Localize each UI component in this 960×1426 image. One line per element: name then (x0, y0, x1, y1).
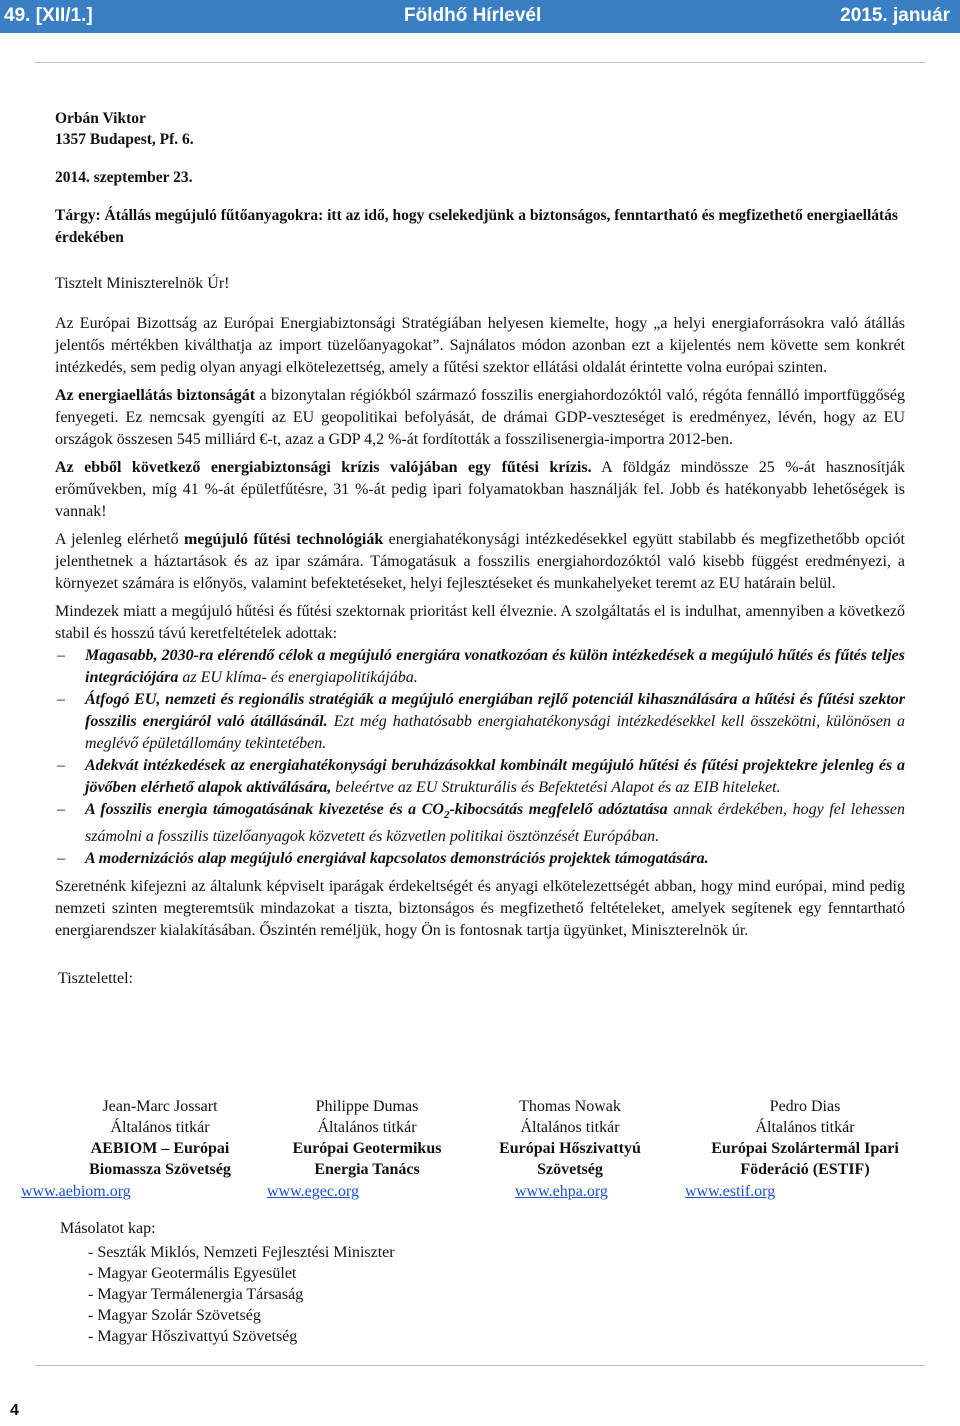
signer-name: Philippe Dumas (315, 1098, 419, 1115)
issue-number: 49. [XII/1.] (4, 5, 93, 26)
requirement-3-text: beleértve az EU Strukturális és Befektetési Alapot és az EIB hiteleket. (331, 779, 781, 796)
signer-org-line-1: Európai Geotermikus (292, 1140, 442, 1157)
requirements-list (55, 645, 905, 870)
signer-org-line-2: Föderáció (ESTIF) (740, 1161, 870, 1178)
frame-bottom-line (35, 1365, 925, 1366)
signer-estif (685, 1096, 925, 1202)
page-number: 4 (10, 1402, 19, 1419)
co2-subscript: 2 (443, 809, 450, 822)
requirement-3-bold: Adekvát intézkedések az energiahatékonysági beruházásokkal kombinált megújuló hűtési és fűtési projektekre jelenleg és a jövőben elérhető alapok aktiválására, (85, 757, 905, 796)
letter-body (55, 108, 905, 990)
signer-org-line-2: Szövetség (537, 1161, 603, 1178)
paragraph-3 (55, 457, 905, 523)
paragraph-6: Szeretnénk kifejezni az általunk képviselt iparágak érdekeltségét és anyagi elkötelezettségét abban, hogy mind európai, mind pedig nemzeti szinten megteremtsük mindazokat a tiszta, biztonságos és megfizethető feltételeket, amelyek segítenek egy fenntartható energiarendszer kialakításában. Őszintén reméljük, hogy Ön is fontosnak tartja ügyünket, Miniszterelnök úr. (55, 878, 905, 940)
paragraph-4 (55, 529, 905, 595)
signer-org-line-2: Energia Tanács (314, 1161, 420, 1178)
signer-ehpa (475, 1096, 665, 1202)
paragraph-4-text-b: energiahatékonysági intézkedésekkel együtt stabilabb és megfizethetőbb opciót jelenthetnek a háztartások és az ipar számára. Támogatásuk a fosszilis energiahordozóktól való kisebb függést eredményezi, a környezet számára is előnyös, valamint befektetéseket, helyi fejlesztéseket és munkahelyeket teremt az EU határain belül. (55, 531, 905, 592)
signer-name: Thomas Nowak (519, 1098, 621, 1115)
paragraph-2 (55, 385, 905, 451)
frame-top-line (35, 62, 925, 63)
requirement-1-text: az EU klíma- és energiapolitikájába. (178, 669, 418, 686)
list-item: - Magyar Termálenergia Társaság (88, 1286, 304, 1303)
list-item (55, 799, 905, 848)
list-item: - Magyar Hőszivattyú Szövetség (88, 1328, 298, 1345)
signer-org-line-1: Európai Hőszivattyú (499, 1140, 641, 1157)
paragraph-3-bold: Az ebből következő energiabiztonsági krízis valójában egy fűtési krízis. (55, 459, 592, 476)
signatories (21, 1096, 925, 1206)
issue-date: 2015. január (840, 5, 950, 26)
requirement-2-text: Ezt még hathatósabb energiahatékonysági intézkedésekkel kell összekötni, különösen a meglévő épületállomány tekintetében. (85, 713, 906, 752)
signer-title: Általános titkár (110, 1119, 210, 1136)
list-item: - Magyar Szolár Szövetség (88, 1307, 261, 1324)
publication-title: Földhő Hírlevél (404, 5, 542, 26)
copies-list (88, 1242, 395, 1347)
list-item: - Magyar Geotermális Egyesület (88, 1265, 297, 1282)
paragraph-1: Az Európai Bizottság az Európai Energiabiztonsági Stratégiában helyesen kiemelte, hogy „a helyi energiaforrásokra való átállás jelentős mértékben kiválthatja az import tüzelőanyagokat”. Sajnálatos módon azonban ezt a kijelentés nem követte sem konkrét intézkedés, sem pedig olyan anyagi elkötelezettség, amely a fűtési szektor ellátási oldalát érintette volna európai szinten. (55, 315, 905, 376)
signer-org-line-1: AEBIOM – Európai (90, 1140, 230, 1157)
paragraph-4-bold: megújuló fűtési technológiák (184, 531, 384, 548)
signer-org-line-2: Biomassza Szövetség (89, 1161, 231, 1178)
egec-link[interactable]: www.egec.org (267, 1183, 359, 1200)
recipient-block (55, 108, 905, 150)
closing: Tisztelettel: (58, 970, 133, 988)
requirement-1-bold: Magasabb, 2030-ra elérendő célok a megújuló energiára vonatkozóan és külön intézkedések a megújuló hűtés és fűtés teljes integrációjára (85, 647, 905, 686)
requirement-4-bold-b: -kibocsátás megfelelő adóztatása (449, 801, 668, 818)
list-item (55, 848, 905, 870)
paragraph-2-text: a bizonytalan régiókból származó fosszilis energiahordozóktól való, régóta fennálló importfüggőség fenyegeti. Ez nemcsak gyengíti az EU geopolitikai befolyását, de drámai GDP-veszteséget is eredményez, lévén, hogy az EU országok összesen 545 milliárd €-t, azaz a GDP 4,2 %-át fordították a fosszilisenergia-importra 2012-ben. (55, 387, 905, 448)
requirement-5-bold: A modernizációs alap megújuló energiával kapcsolatos demonstrációs projektek támogatására. (85, 850, 709, 868)
paragraph-4-text-a: A jelenleg elérhető (55, 531, 185, 548)
copies-section (60, 1218, 395, 1347)
signer-aebiom (21, 1096, 275, 1202)
ehpa-link[interactable]: www.ehpa.org (515, 1183, 608, 1200)
list-item: - Seszták Miklós, Nemzeti Fejlesztési Miniszter (88, 1244, 395, 1261)
recipient-address: 1357 Budapest, Pf. 6. (55, 131, 194, 148)
page-header (0, 0, 960, 33)
signer-egec (267, 1096, 467, 1202)
paragraph-5: Mindezek miatt a megújuló hűtési és fűtési szektornak prioritást kell élveznie. A szolgáltatás el is indulhat, amennyiben a következő stabil és hosszú távú keretfeltételek adottak: (55, 603, 905, 642)
list-item (55, 645, 905, 689)
paragraph-2-bold: Az energiaellátás biztonságát (55, 387, 256, 404)
signer-title: Általános titkár (520, 1119, 620, 1136)
signer-name: Jean-Marc Jossart (102, 1098, 218, 1115)
signer-name: Pedro Dias (769, 1098, 841, 1115)
signer-title: Általános titkár (317, 1119, 417, 1136)
requirement-4-bold-a: A fosszilis energia támogatásának kivezetése és a CO (85, 801, 444, 818)
paragraph-3-text: A földgáz mindössze 25 %-át hasznosítják erőművekben, míg 41 %-át épületfűtésre, 31 %-át pedig ipari folyamatokban használják fel. Jobb és hatékonyabb lehetőségek is vannak! (55, 459, 906, 520)
list-item (55, 689, 905, 755)
recipient-name: Orbán Viktor (55, 110, 146, 127)
requirement-2-bold: Átfogó EU, nemzeti és regionális stratégiák a megújuló energiában rejlő potenciál kihasználására a hűtési és fűtési szektor fosszilis energiáról való átállásánál. (85, 691, 905, 730)
letter-date: 2014. szeptember 23. (55, 169, 193, 186)
signer-title: Általános titkár (755, 1119, 855, 1136)
letter-greeting: Tisztelt Miniszterelnök Úr! (55, 275, 230, 292)
estif-link[interactable]: www.estif.org (685, 1183, 776, 1200)
signer-org-line-1: Európai Szolártermál Ipari (711, 1140, 899, 1157)
letter-subject: Tárgy: Átállás megújuló fűtőanyagokra: itt az idő, hogy cselekedjünk a biztonságos, fenntartható és megfizethető energiaellátás érdekében (55, 207, 898, 246)
aebiom-link[interactable]: www.aebiom.org (21, 1183, 131, 1200)
requirement-4-text: annak érdekében, hogy fel lehessen számolni a fosszilis tüzelőanyagok közvetett és közvetlen politikai ösztönzését Európában. (85, 801, 906, 846)
list-item (55, 755, 905, 799)
copies-label: Másolatot kap: (60, 1220, 156, 1237)
